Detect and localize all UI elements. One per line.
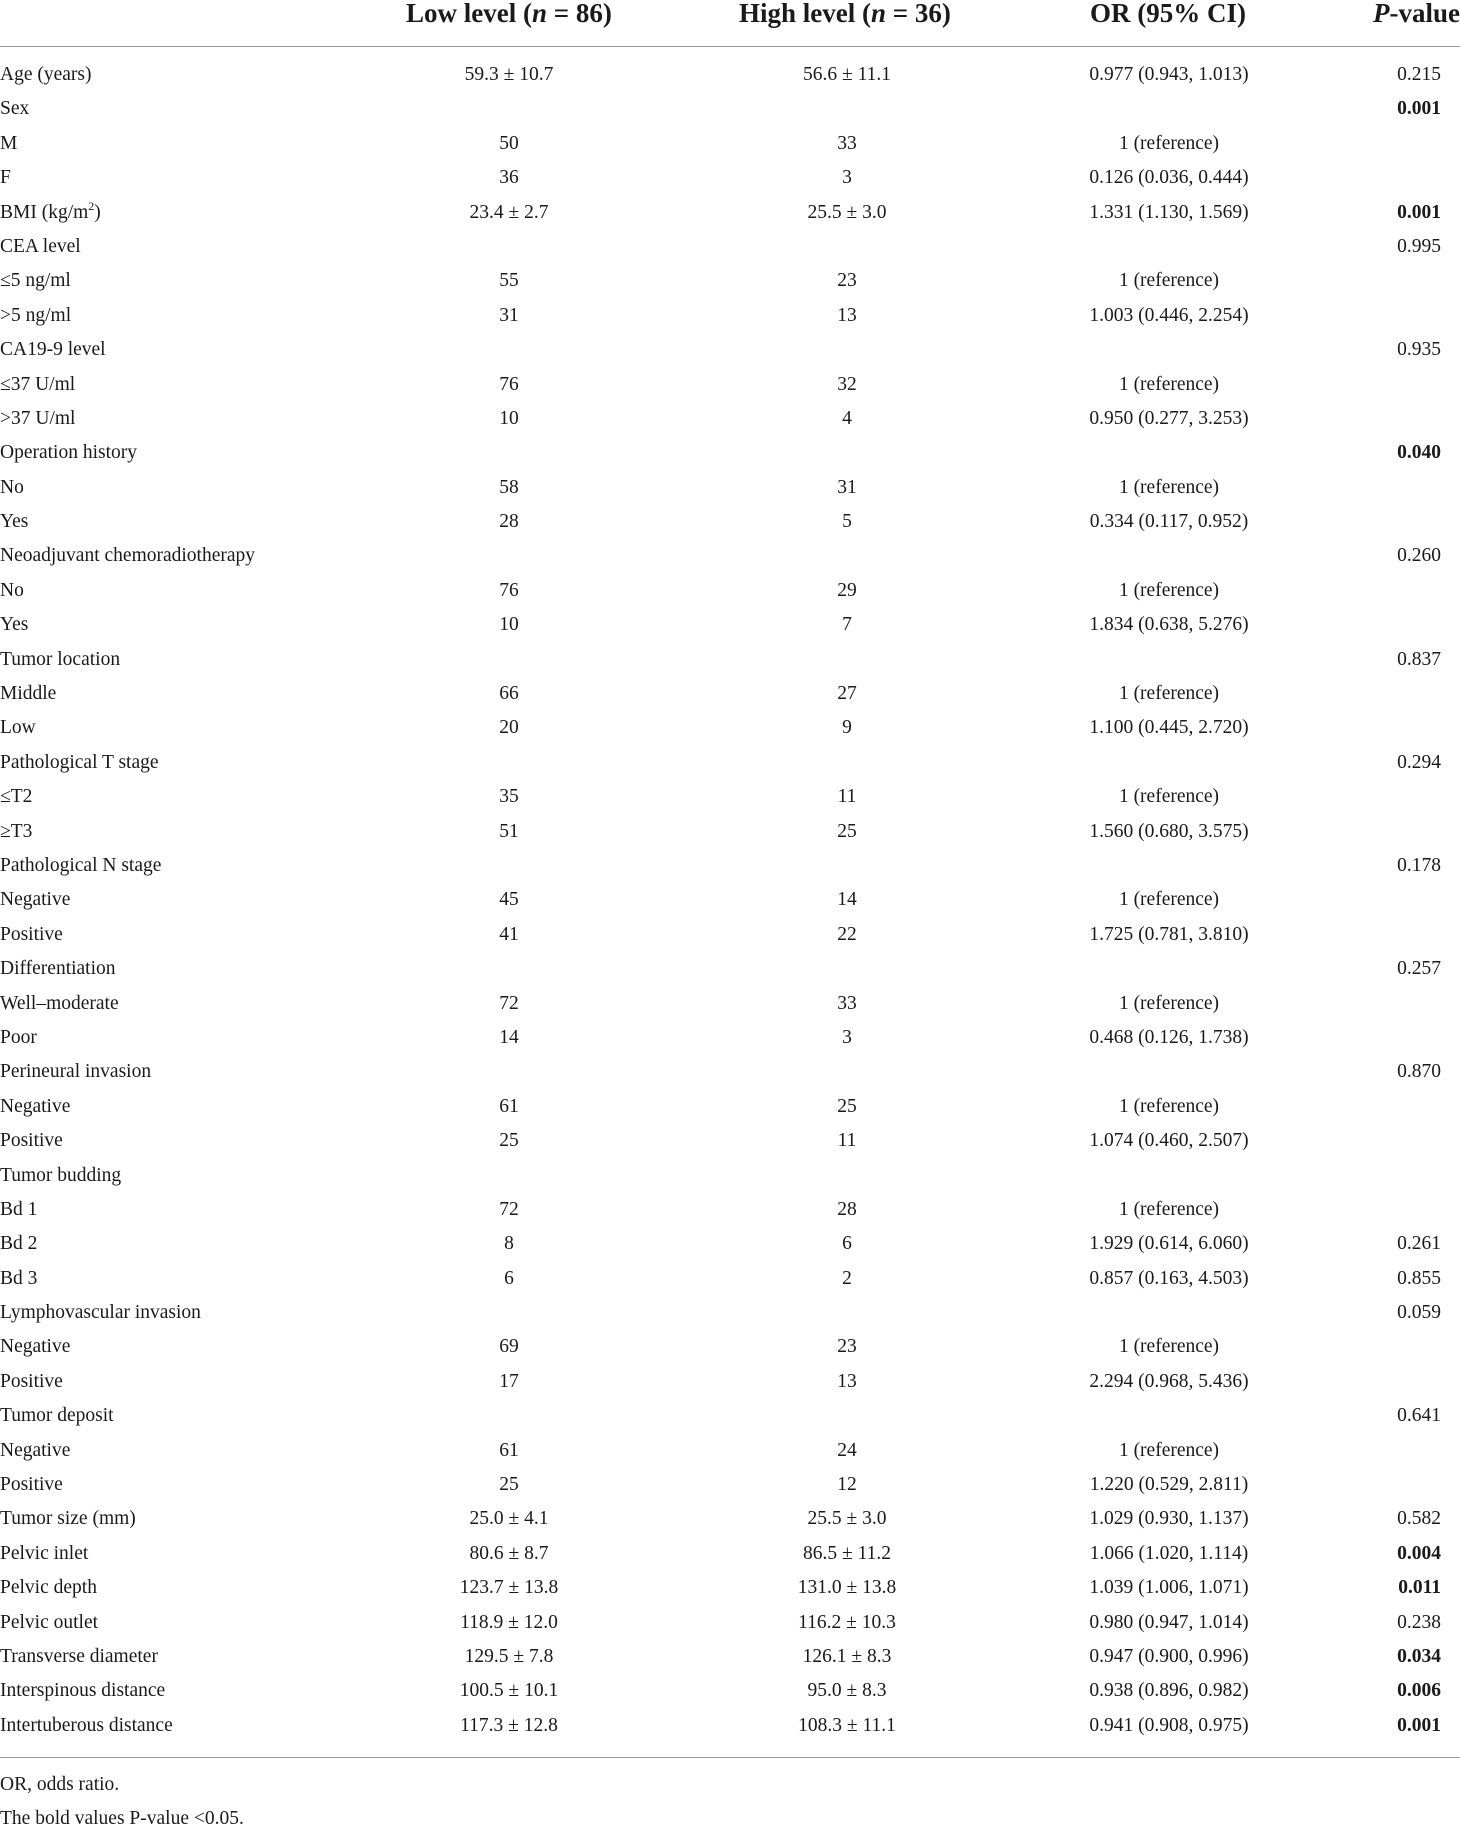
table-row xyxy=(0,987,1460,1021)
table-row xyxy=(0,1537,1460,1571)
p-value: 0.870 xyxy=(1397,1061,1441,1083)
odds-ratio-value: 1 (reference) xyxy=(1118,270,1220,292)
p-value: 0.001 xyxy=(1397,98,1441,120)
variable-label: Tumor location xyxy=(0,648,121,670)
odds-ratio-value: 1.725 (0.781, 3.810) xyxy=(1089,923,1249,945)
low-level-value: 69 xyxy=(499,1336,519,1358)
odds-ratio-value: 1 (reference) xyxy=(1118,1198,1220,1220)
table-row xyxy=(0,436,1460,470)
variable-label: Bd 2 xyxy=(0,1233,38,1255)
variable-label: Low xyxy=(0,717,36,739)
table-row xyxy=(0,1434,1460,1468)
variable-label: Positive xyxy=(0,1130,63,1152)
odds-ratio-value: 1 (reference) xyxy=(1118,1095,1220,1117)
table-row xyxy=(0,1090,1460,1124)
table-row xyxy=(0,1365,1460,1399)
variable-label: Tumor size (mm) xyxy=(0,1508,136,1530)
low-level-value: 23.4 ± 2.7 xyxy=(469,201,549,223)
variable-label: Interspinous distance xyxy=(0,1680,166,1702)
high-level-value: 14 xyxy=(837,889,857,911)
high-level-value: 29 xyxy=(837,579,857,601)
odds-ratio-value: 0.980 (0.947, 1.014) xyxy=(1089,1611,1249,1633)
variable-label: ≥T3 xyxy=(0,820,33,842)
odds-ratio-value: 1 (reference) xyxy=(1118,683,1220,705)
variable-label: Lymphovascular invasion xyxy=(0,1302,201,1324)
odds-ratio-value: 0.938 (0.896, 0.982) xyxy=(1089,1680,1249,1702)
p-value: 0.260 xyxy=(1397,545,1441,567)
variable-label: Perineural invasion xyxy=(0,1061,152,1083)
variable-label: Pelvic outlet xyxy=(0,1611,99,1633)
header-or: OR (95% CI) xyxy=(1090,0,1246,28)
table-row xyxy=(0,1674,1460,1708)
low-level-value: 25 xyxy=(499,1130,519,1152)
table-body xyxy=(0,58,1460,1743)
high-level-value: 126.1 ± 8.3 xyxy=(802,1645,892,1667)
p-value: 0.582 xyxy=(1397,1508,1441,1530)
table-header xyxy=(0,0,1460,46)
low-level-value: 59.3 ± 10.7 xyxy=(464,64,554,85)
high-level-value: 23 xyxy=(837,1336,857,1358)
variable-label: Middle xyxy=(0,683,57,705)
odds-ratio-value: 1.074 (0.460, 2.507) xyxy=(1089,1130,1249,1152)
high-level-value: 13 xyxy=(837,304,857,326)
odds-ratio-value: 2.294 (0.968, 5.436) xyxy=(1089,1370,1249,1392)
variable-label: Pathological T stage xyxy=(0,751,159,773)
variable-label: Positive xyxy=(0,1370,63,1392)
table-row xyxy=(0,264,1460,298)
low-level-value: 72 xyxy=(499,992,519,1014)
low-level-value: 25 xyxy=(499,1474,519,1496)
low-level-value: 8 xyxy=(504,1233,514,1255)
high-level-value: 11 xyxy=(837,786,857,808)
table-row xyxy=(0,539,1460,573)
low-level-value: 20 xyxy=(499,717,519,739)
high-level-value: 31 xyxy=(837,476,857,498)
high-level-value: 13 xyxy=(837,1370,857,1392)
p-value: 0.215 xyxy=(1397,64,1441,85)
low-level-value: 117.3 ± 12.8 xyxy=(460,1714,558,1736)
table-row xyxy=(0,780,1460,814)
table-row xyxy=(0,574,1460,608)
odds-ratio-value: 1 (reference) xyxy=(1118,786,1220,808)
variable-label: Negative xyxy=(0,889,71,911)
variable-label: Well–moderate xyxy=(0,992,119,1014)
table-row xyxy=(0,918,1460,952)
low-level-value: 61 xyxy=(499,1439,519,1461)
low-level-value: 61 xyxy=(499,1095,519,1117)
p-value: 0.995 xyxy=(1397,235,1441,257)
variable-label: Negative xyxy=(0,1336,71,1358)
table-row xyxy=(0,1193,1460,1227)
odds-ratio-value: 1.100 (0.445, 2.720) xyxy=(1089,717,1249,739)
variable-label: No xyxy=(0,579,24,601)
p-value: 0.294 xyxy=(1397,751,1441,773)
table-row xyxy=(0,1124,1460,1158)
high-level-value: 131.0 ± 13.8 xyxy=(797,1577,897,1599)
variable-label: Yes xyxy=(0,511,29,533)
footer-rule xyxy=(0,1757,1460,1758)
table-row xyxy=(0,1055,1460,1089)
odds-ratio-value: 1 (reference) xyxy=(1118,579,1220,601)
high-level-value: 22 xyxy=(837,923,857,945)
low-level-value: 72 xyxy=(499,1198,519,1220)
table-row xyxy=(0,505,1460,539)
table-row xyxy=(0,368,1460,402)
odds-ratio-value: 1.560 (0.680, 3.575) xyxy=(1089,820,1249,842)
low-level-value: 50 xyxy=(499,132,519,154)
table-row xyxy=(0,711,1460,745)
odds-ratio-value: 1.039 (1.006, 1.071) xyxy=(1089,1577,1249,1599)
table-row xyxy=(0,1330,1460,1364)
variable-label: ≤T2 xyxy=(0,786,33,808)
low-level-value: 41 xyxy=(499,923,519,945)
variable-label: >37 U/ml xyxy=(0,407,76,429)
low-level-value: 28 xyxy=(499,511,519,533)
table-row xyxy=(0,299,1460,333)
variable-label: Positive xyxy=(0,1474,63,1496)
high-level-value: 25 xyxy=(837,1095,857,1117)
high-level-value: 9 xyxy=(842,717,852,739)
odds-ratio-value: 1.003 (0.446, 2.254) xyxy=(1089,304,1249,326)
variable-label: Operation history xyxy=(0,442,138,464)
footnote: The bold values P-value <0.05. xyxy=(0,1808,244,1829)
variable-label: Pelvic depth xyxy=(0,1577,97,1599)
p-value: 0.935 xyxy=(1397,339,1441,361)
variable-label: F xyxy=(0,167,11,189)
variable-label: Poor xyxy=(0,1026,37,1048)
odds-ratio-value: 1.331 (1.130, 1.569) xyxy=(1089,201,1249,223)
low-level-value: 31 xyxy=(499,304,519,326)
high-level-value: 24 xyxy=(837,1439,857,1461)
high-level-value: 33 xyxy=(837,132,857,154)
p-value: 0.257 xyxy=(1397,958,1441,980)
high-level-value: 7 xyxy=(842,614,852,636)
variable-label: ≤5 ng/ml xyxy=(0,270,71,292)
odds-ratio-value: 1 (reference) xyxy=(1118,476,1220,498)
low-level-value: 123.7 ± 13.8 xyxy=(459,1577,559,1599)
variable-label: Negative xyxy=(0,1439,71,1461)
table-row xyxy=(0,58,1460,92)
low-level-value: 76 xyxy=(499,373,519,395)
p-value: 0.011 xyxy=(1398,1577,1441,1599)
table-row xyxy=(0,230,1460,264)
p-value: 0.001 xyxy=(1397,201,1441,223)
low-level-value: 25.0 ± 4.1 xyxy=(469,1508,549,1530)
high-level-value: 25 xyxy=(837,820,857,842)
variable-label: Pathological N stage xyxy=(0,854,162,876)
high-level-value: 12 xyxy=(837,1474,857,1496)
odds-ratio-value: 0.126 (0.036, 0.444) xyxy=(1089,167,1249,189)
table-row xyxy=(0,333,1460,367)
p-value: 0.034 xyxy=(1397,1645,1441,1667)
variable-label: Negative xyxy=(0,1095,71,1117)
high-level-value: 95.0 ± 8.3 xyxy=(807,1680,887,1702)
variable-label: Transverse diameter xyxy=(0,1645,158,1667)
odds-ratio-value: 1 (reference) xyxy=(1118,889,1220,911)
variable-label: Positive xyxy=(0,923,63,945)
odds-ratio-value: 1.834 (0.638, 5.276) xyxy=(1089,614,1249,636)
odds-ratio-value: 1.220 (0.529, 2.811) xyxy=(1089,1474,1249,1496)
table-footnotes xyxy=(0,1768,1460,1836)
table-row xyxy=(0,1227,1460,1261)
variable-label: Tumor budding xyxy=(0,1164,122,1186)
low-level-value: 55 xyxy=(499,270,519,292)
low-level-value: 58 xyxy=(499,476,519,498)
high-level-value: 28 xyxy=(837,1198,857,1220)
high-level-value: 2 xyxy=(842,1267,852,1289)
table-row xyxy=(0,402,1460,436)
table-row xyxy=(0,677,1460,711)
high-level-value: 3 xyxy=(842,167,852,189)
variable-label: Tumor deposit xyxy=(0,1405,114,1427)
variable-label: Bd 3 xyxy=(0,1267,38,1289)
low-level-value: 6 xyxy=(504,1267,514,1289)
table-row xyxy=(0,1502,1460,1536)
low-level-value: 45 xyxy=(499,889,519,911)
p-value: 0.855 xyxy=(1397,1267,1441,1289)
p-value: 0.006 xyxy=(1397,1680,1441,1702)
p-value: 0.004 xyxy=(1397,1542,1441,1564)
table-row xyxy=(0,1606,1460,1640)
high-level-value: 86.5 ± 11.2 xyxy=(803,1542,891,1564)
high-level-value: 108.3 ± 11.1 xyxy=(798,1714,896,1736)
table-row xyxy=(0,127,1460,161)
low-level-value: 10 xyxy=(499,407,519,429)
odds-ratio-value: 1 (reference) xyxy=(1118,132,1220,154)
variable-label: CA19-9 level xyxy=(0,339,106,361)
p-value: 0.040 xyxy=(1397,442,1441,464)
odds-ratio-value: 0.947 (0.900, 0.996) xyxy=(1089,1645,1249,1667)
variable-label: No xyxy=(0,476,24,498)
p-value: 0.261 xyxy=(1397,1233,1441,1255)
p-value: 0.001 xyxy=(1397,1714,1441,1736)
high-level-value: 6 xyxy=(842,1233,852,1255)
odds-ratio-value: 0.950 (0.277, 3.253) xyxy=(1089,407,1249,429)
low-level-value: 80.6 ± 8.7 xyxy=(469,1542,549,1564)
table-row xyxy=(0,1159,1460,1193)
high-level-value: 116.2 ± 10.3 xyxy=(798,1611,896,1633)
low-level-value: 10 xyxy=(499,614,519,636)
low-level-value: 17 xyxy=(499,1370,519,1392)
table-row xyxy=(0,1399,1460,1433)
variable-label: CEA level xyxy=(0,235,81,257)
high-level-value: 23 xyxy=(837,270,857,292)
variable-label: Intertuberous distance xyxy=(0,1714,173,1736)
odds-ratio-value: 1 (reference) xyxy=(1118,992,1220,1014)
odds-ratio-value: 1.066 (1.020, 1.114) xyxy=(1089,1542,1249,1564)
odds-ratio-value: 0.941 (0.908, 0.975) xyxy=(1089,1714,1249,1736)
odds-ratio-value: 1 (reference) xyxy=(1118,1336,1220,1358)
low-level-value: 35 xyxy=(499,786,519,808)
table-row xyxy=(0,849,1460,883)
table-row xyxy=(0,1262,1460,1296)
high-level-value: 4 xyxy=(842,407,852,429)
low-level-value: 36 xyxy=(499,167,519,189)
table-row xyxy=(0,1640,1460,1674)
table-row xyxy=(0,883,1460,917)
high-level-value: 27 xyxy=(837,683,857,705)
odds-ratio-value: 0.334 (0.117, 0.952) xyxy=(1089,511,1249,533)
odds-ratio-value: 1 (reference) xyxy=(1118,373,1220,395)
variable-label: ≤37 U/ml xyxy=(0,373,76,395)
low-level-value: 76 xyxy=(499,579,519,601)
low-level-value: 118.9 ± 12.0 xyxy=(460,1611,558,1633)
high-level-value: 5 xyxy=(842,511,852,533)
table-row xyxy=(0,1571,1460,1605)
odds-ratio-value: 0.977 (0.943, 1.013) xyxy=(1089,64,1249,85)
high-level-value: 33 xyxy=(837,992,857,1014)
table-row xyxy=(0,161,1460,195)
variable-label: Bd 1 xyxy=(0,1198,38,1220)
table-row xyxy=(0,1709,1460,1743)
low-level-value: 66 xyxy=(499,683,519,705)
variable-label: >5 ng/ml xyxy=(0,304,72,326)
table-row xyxy=(0,746,1460,780)
low-level-value: 129.5 ± 7.8 xyxy=(464,1645,554,1667)
table-row xyxy=(0,196,1460,230)
variable-label: Age (years) xyxy=(0,64,92,85)
variable-label: Pelvic inlet xyxy=(0,1542,89,1564)
p-value: 0.178 xyxy=(1397,854,1441,876)
p-value: 0.641 xyxy=(1397,1405,1441,1427)
high-level-value: 32 xyxy=(837,373,857,395)
low-level-value: 100.5 ± 10.1 xyxy=(459,1680,559,1702)
header-low-level: Low level (n = 86) xyxy=(406,0,612,28)
high-level-value: 11 xyxy=(837,1130,857,1152)
high-level-value: 56.6 ± 11.1 xyxy=(803,64,891,85)
high-level-value: 25.5 ± 3.0 xyxy=(807,1508,887,1530)
variable-label: Neoadjuvant chemoradiotherapy xyxy=(0,545,256,567)
high-level-value: 3 xyxy=(842,1026,852,1048)
header-high-level: High level (n = 36) xyxy=(739,0,951,28)
table-row xyxy=(0,1468,1460,1502)
table-row xyxy=(0,1021,1460,1055)
odds-ratio-value: 1 (reference) xyxy=(1118,1439,1220,1461)
p-value: 0.238 xyxy=(1397,1611,1441,1633)
table-row xyxy=(0,608,1460,642)
footnote: OR, odds ratio. xyxy=(0,1774,120,1795)
variable-label: Differentiation xyxy=(0,958,116,980)
p-value: 0.837 xyxy=(1397,648,1441,670)
table-row xyxy=(0,92,1460,126)
odds-ratio-value: 1.929 (0.614, 6.060) xyxy=(1089,1233,1249,1255)
table-row xyxy=(0,815,1460,849)
p-value: 0.059 xyxy=(1397,1302,1441,1324)
header-rule xyxy=(0,46,1460,47)
odds-ratio-value: 0.857 (0.163, 4.503) xyxy=(1089,1267,1249,1289)
table-row xyxy=(0,471,1460,505)
low-level-value: 51 xyxy=(499,820,519,842)
variable-label: M xyxy=(0,132,18,154)
low-level-value: 14 xyxy=(499,1026,519,1048)
header-p-value: P-value xyxy=(1373,0,1460,28)
odds-ratio-value: 0.468 (0.126, 1.738) xyxy=(1089,1026,1249,1048)
odds-ratio-value: 1.029 (0.930, 1.137) xyxy=(1089,1508,1249,1530)
variable-label: Sex xyxy=(0,98,30,120)
table-row xyxy=(0,1296,1460,1330)
table-row xyxy=(0,643,1460,677)
variable-label: BMI $(kg/m^2)$ xyxy=(0,198,101,223)
variable-label: Yes xyxy=(0,614,29,636)
high-level-value: 25.5 ± 3.0 xyxy=(807,201,887,223)
table-row xyxy=(0,952,1460,986)
